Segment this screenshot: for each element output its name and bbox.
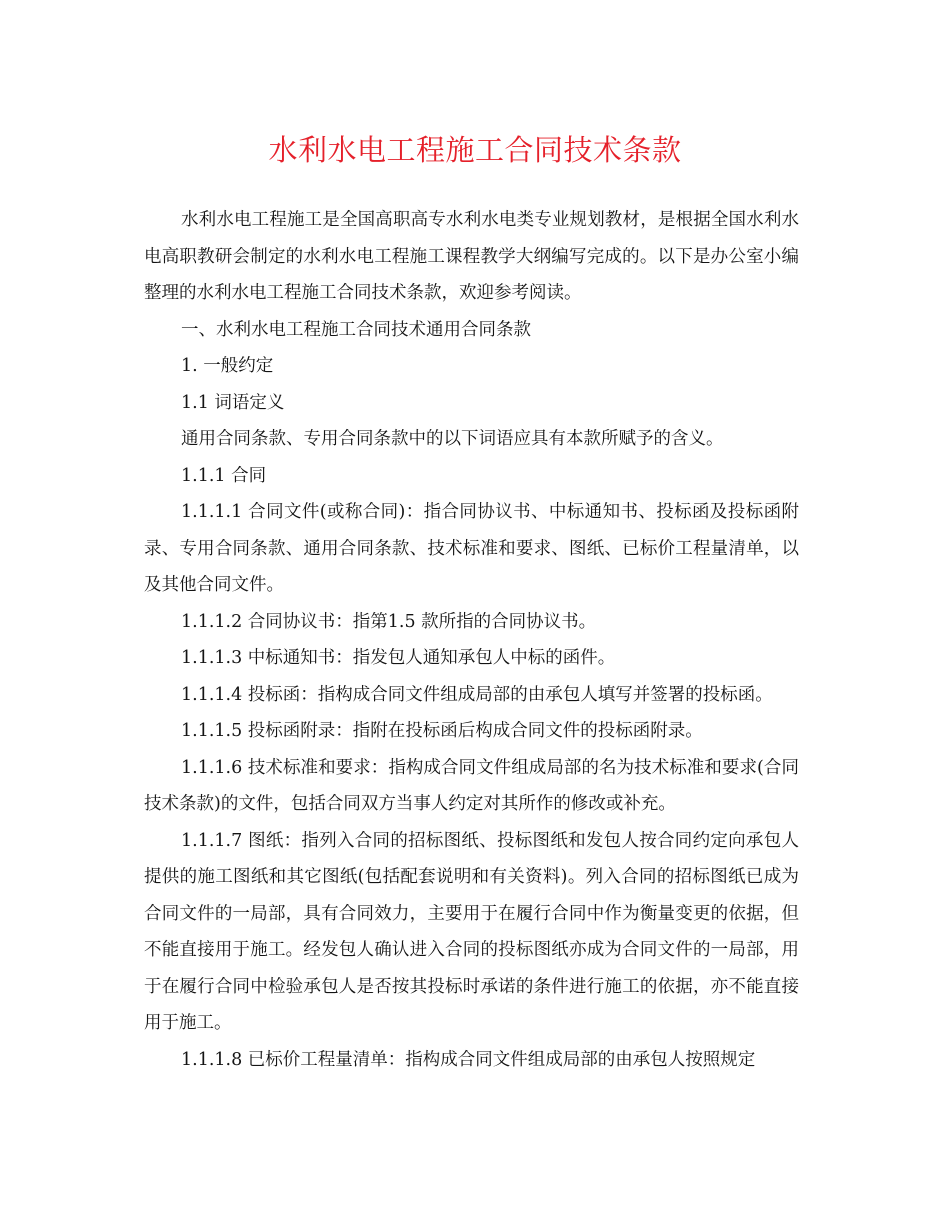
clause-paragraph: 1.1.1.3 中标通知书：指发包人通知承包人中标的函件。 [181, 648, 616, 668]
section-heading: 一、水利水电工程施工合同技术通用合同条款 [181, 319, 531, 340]
clause-heading: 1.1 词语定义 [181, 392, 285, 413]
clause-paragraph: 1.1.1.7 图纸：指列入合同的招标图纸、投标图纸和发包人按合同约定向承包人提供的施工图纸和其它图纸(包括配套说明和有关资料)。列入合同的招标图纸已成为合同文件的一局部，具有合同效力，主要用于在履行合同中作为衡量变更的依据，但不能直接用于施工。经发包人确认进入合同的投标图纸亦成为合同文件的一局部，用于在履行合同中检验承包人是否按其投标时承诺的条件进行施工的依据，亦不能直接用于施工。 [144, 830, 799, 1033]
clause-paragraph: 1.1.1.5 投标函附录：指附在投标函后构成合同文件的投标函附录。 [181, 721, 703, 741]
clause-paragraph: 1.1.1.1 合同文件(或称合同)：指合同协议书、中标通知书、投标函及投标函附录、专用合同条款、通用合同条款、技术标准和要求、图纸、已标价工程量清单，以及其他合同文件。 [144, 502, 799, 595]
clause-paragraph: 1.1.1.6 技术标准和要求：指构成合同文件组成局部的名为技术标准和要求(合同技术条款)的文件，包括合同双方当事人约定对其所作的修改或补充。 [144, 757, 799, 814]
document-title: 水利水电工程施工合同技术条款 [268, 133, 682, 167]
clause-heading: 1. 一般约定 [181, 356, 274, 376]
clause-paragraph: 1.1.1.4 投标函：指构成合同文件组成局部的由承包人填写并签署的投标函。 [181, 684, 773, 705]
clause-paragraph: 1.1.1.8 已标价工程量清单：指构成合同文件组成局部的由承包人按照规定 [181, 1049, 756, 1070]
intro-paragraph: 水利水电工程施工是全国高职高专水利水电类专业规划教材，是根据全国水利水电高职教研会制定的水利水电工程施工课程教学大纲编写完成的。以下是办公室小编整理的水利水电工程施工合同技术条款，欢迎参考阅读。 [144, 210, 799, 303]
document-body [144, 202, 799, 1078]
clause-heading: 1.1.1 合同 [181, 465, 267, 486]
clause-paragraph: 1.1.1.2 合同协议书：指第1.5 款所指的合同协议书。 [181, 611, 597, 632]
clause-paragraph: 通用合同条款、专用合同条款中的以下词语应具有本款所赋予的含义。 [181, 429, 724, 449]
